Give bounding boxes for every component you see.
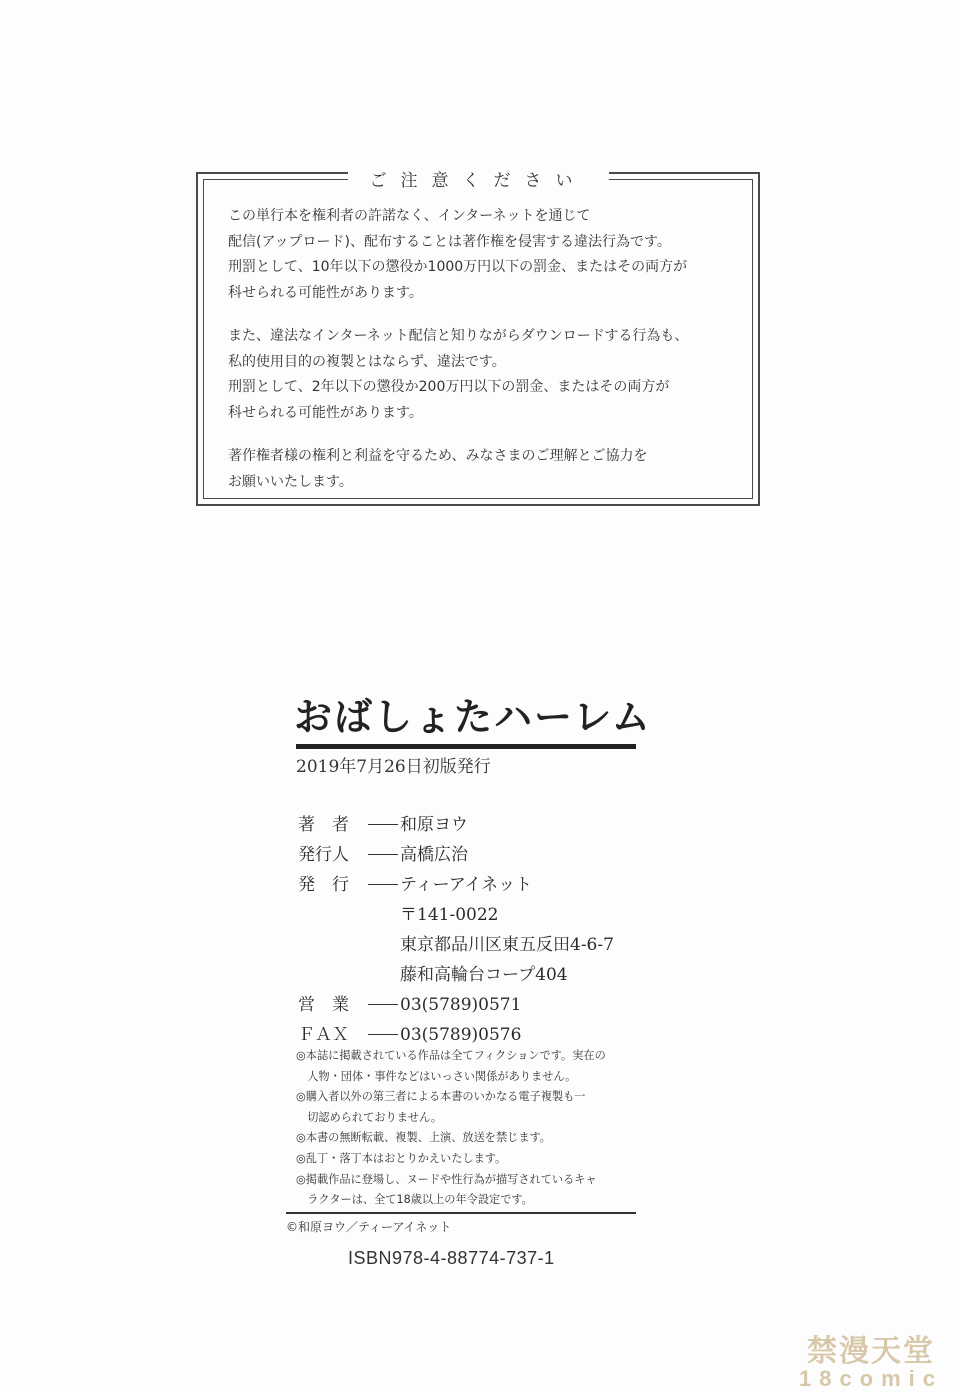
notice-line: お願いいたします。 xyxy=(228,473,353,490)
dash-divider xyxy=(368,1004,398,1005)
publisher-row xyxy=(298,870,638,900)
note-line: ◎乱丁・落丁本はおとりかえいたします。 xyxy=(296,1151,507,1165)
publisher-name: ティーアイネット xyxy=(400,875,533,895)
notice-body xyxy=(228,204,740,513)
dash-divider xyxy=(368,854,398,855)
copyright: ©和原ヨウ／ティーアイネット xyxy=(286,1220,452,1234)
fax-number: 03(5789)0576 xyxy=(400,1025,522,1045)
book-title: おばしょたハーレム xyxy=(294,695,652,739)
notice-line: 刑罰として、10年以下の懲役か1000万円以下の罰金、またはその両方が xyxy=(228,259,688,275)
watermark-top: 禁漫天堂 xyxy=(807,1334,935,1369)
publication-date: 2019年7月26日初版発行 xyxy=(296,757,491,777)
notice-line: 配信(アップロード)、配布することは著作権を侵害する違法行為です。 xyxy=(228,233,671,250)
dash-divider xyxy=(368,884,398,885)
notes-block xyxy=(296,1046,640,1211)
notice-box xyxy=(196,172,760,506)
notice-line: 科せられる可能性があります。 xyxy=(228,404,423,421)
note-line: ラクターは、全て18歳以上の年令設定です。 xyxy=(296,1193,533,1207)
notice-line: また、違法なインターネット配信と知りながらダウンロードする行為も、 xyxy=(228,328,689,344)
note-line: ◎本誌に掲載されている作品は全てフィクションです。実在の xyxy=(296,1049,606,1062)
watermark-logo xyxy=(786,1336,956,1392)
notes-rule xyxy=(286,1212,636,1214)
watermark-bottom: 18comic xyxy=(798,1366,944,1391)
note-line: ◎掲載作品に登場し、ヌードや性行為が描写されているキャ xyxy=(296,1172,597,1186)
address-row-1 xyxy=(298,930,638,960)
notice-inner-border xyxy=(203,171,753,499)
notice-paragraph-3 xyxy=(228,444,740,495)
issuer-row xyxy=(298,840,638,870)
address-line-1: 東京都品川区東五反田4-6-7 xyxy=(400,935,614,955)
publisher-label: 発 行 xyxy=(298,875,349,895)
issuer-label: 発行人 xyxy=(298,845,349,865)
notice-line: 私的使用目的の複製とはならず、違法です。 xyxy=(228,353,506,370)
dash-divider xyxy=(368,824,398,825)
note-line: ◎本書の無断転載、複製、上演、放送を禁じます。 xyxy=(296,1131,551,1145)
notice-line: この単行本を権利者の許諾なく、インターネットを通じて xyxy=(228,208,591,224)
title-rule xyxy=(296,744,636,749)
note-line: 人物・団体・事件などはいっさい関係がありません。 xyxy=(296,1069,577,1083)
fax-label: ＦＡＸ xyxy=(298,1025,349,1045)
sales-row xyxy=(298,990,638,1020)
author-row xyxy=(298,810,638,840)
notice-line: 科せられる可能性があります。 xyxy=(228,284,423,301)
notice-title-wrap xyxy=(204,166,752,191)
address-row-2 xyxy=(298,960,638,990)
sales-tel: 03(5789)0571 xyxy=(400,995,522,1015)
postal-row xyxy=(298,900,638,930)
sales-label: 営 業 xyxy=(298,995,349,1015)
author-label: 著 者 xyxy=(298,815,349,835)
credits-block xyxy=(298,810,638,1050)
note-line: 切認められておりません。 xyxy=(296,1110,443,1124)
address-line-2: 藤和高輪台コープ404 xyxy=(400,965,568,985)
note-line: ◎購入者以外の第三者による本書のいかなる電子複製も一 xyxy=(296,1090,586,1104)
notice-title: ご注意ください xyxy=(348,166,609,191)
notice-paragraph-2 xyxy=(228,324,740,426)
notice-paragraph-1 xyxy=(228,204,740,306)
postal-code: 〒141-0022 xyxy=(400,905,499,925)
author-name: 和原ヨウ xyxy=(400,815,468,835)
issuer-name: 高橋広治 xyxy=(400,845,468,865)
notice-line: 刑罰として、2年以下の懲役か200万円以下の罰金、またはその両方が xyxy=(228,379,670,395)
isbn: ISBN978-4-88774-737-1 xyxy=(348,1248,555,1268)
notice-line: 著作権者様の権利と利益を守るため、みなさまのご理解とご協力を xyxy=(228,448,648,464)
dash-divider xyxy=(368,1034,398,1035)
